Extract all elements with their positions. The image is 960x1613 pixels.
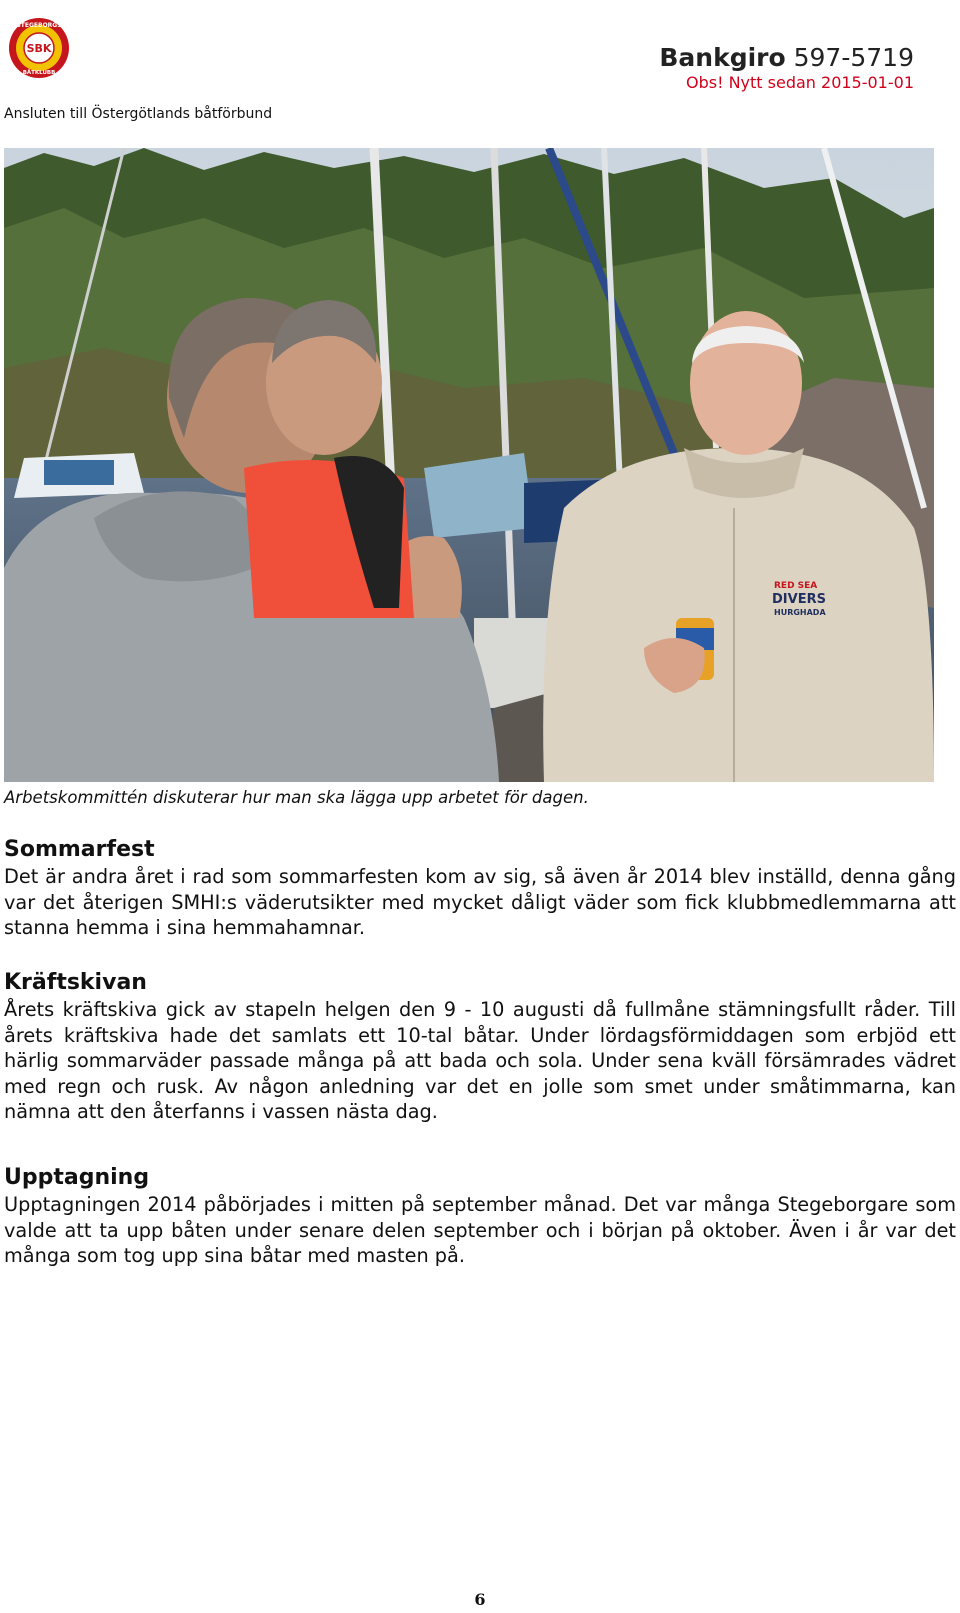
section-heading: Upptagning	[4, 1165, 150, 1190]
photo-caption: Arbetskommittén diskuterar hur man ska lägga upp arbetet för dagen.	[4, 788, 589, 807]
photo-committee-discussion	[4, 148, 934, 782]
section-sommarfest	[4, 836, 956, 941]
bankgiro-note: Obs! Nytt sedan 2015-01-01	[685, 73, 914, 92]
section-kraftskivan	[4, 969, 956, 1125]
section-body: Det är andra året i rad som sommarfesten kom av sig, så även år 2014 blev inställd, denna gång var det återigen SMHI:s väderutsikter med mycket dåligt väder som fick klubbmedlemmarna att stanna hemma i sina hemmahamnar.	[4, 865, 956, 939]
affiliation-text: Ansluten till Östergötlands båtförbund	[4, 106, 273, 122]
section-upptagning	[4, 1164, 956, 1269]
svg-text:RED SEA: RED SEA	[774, 581, 818, 591]
page-number: 6	[474, 1590, 486, 1609]
bankgiro-label: Bankgiro	[659, 43, 786, 72]
svg-text:DIVERS: DIVERS	[772, 592, 826, 607]
svg-text:BÅTKLUBB: BÅTKLUBB	[22, 70, 56, 76]
section-heading: Sommarfest	[4, 837, 155, 862]
club-logo	[8, 17, 70, 79]
svg-text:STEGEBORGS: STEGEBORGS	[16, 22, 62, 29]
section-heading: Kräftskivan	[4, 970, 147, 995]
bankgiro-number: 597-5719	[793, 43, 914, 72]
section-body: Upptagningen 2014 påbörjades i mitten på september månad. Det var många Stegeborgare som valde att ta upp båten under senare delen september och i början på oktober. Även i år var det många som tog upp sina båtar med masten på.	[4, 1193, 956, 1267]
svg-text:SBK: SBK	[26, 42, 52, 55]
svg-text:HURGHADA: HURGHADA	[774, 608, 826, 617]
section-body: Årets kräftskiva gick av stapeln helgen den 9 - 10 augusti då fullmåne stämningsfullt råder. Till årets kräftskiva hade det samlats ett 10-tal båtar. Under lördagsförmiddagen som erbjöd ett härlig sommarväder passade många på att bada och sola. Under sena kväll försämrades vädret med regn och rusk. Av någon anledning var det en jolle som smet under småtimmarna, kan nämna att den återfanns i vassen nästa dag.	[4, 998, 956, 1123]
bankgiro-block	[659, 43, 914, 92]
